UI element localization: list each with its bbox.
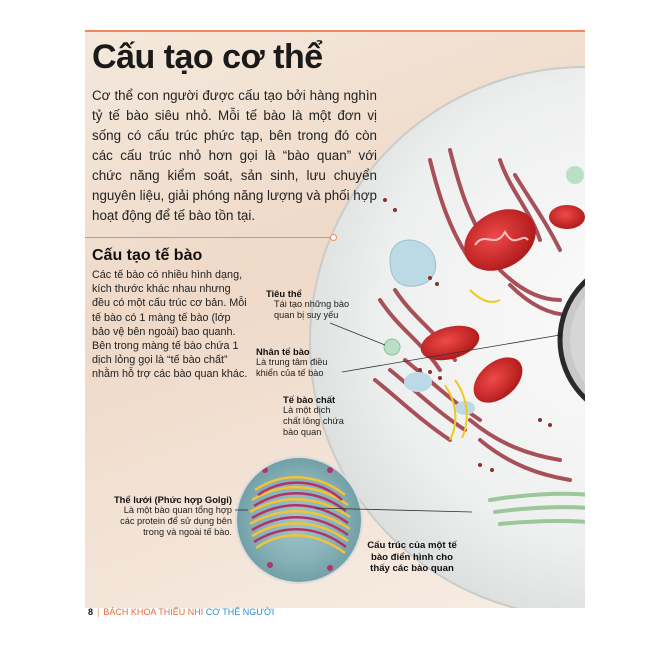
nucleus-title: Nhân tế bào bbox=[256, 346, 310, 357]
section-divider bbox=[85, 237, 333, 238]
golgi-label bbox=[92, 494, 232, 538]
golgi-title: Thể lưới (Phức hợp Golgi) bbox=[113, 494, 232, 505]
section-body: Các tế bào có nhiều hình dạng, kích thước khác nhau nhưng đều có một cấu trúc cơ bản. Mỗi tế bào có 1 màng tế bào (lớp bảo vệ bên ngoài) bao quanh. Bên trong màng tế bào chứa 1 dịch lỏng gọi là “tế bào chất” nhằm hỗ trợ các bào quan khác. bbox=[92, 269, 248, 381]
footer-separator: | bbox=[97, 607, 100, 617]
page-number: 8 bbox=[88, 607, 94, 617]
top-rule bbox=[85, 30, 585, 32]
nucleus-label bbox=[256, 346, 366, 379]
nucleus-desc-1: Là trung tâm điều bbox=[256, 357, 328, 367]
lysosome-label bbox=[266, 288, 376, 321]
lysosome-desc-2: quan bị suy yếu bbox=[274, 310, 339, 320]
footer-book-title: BÁCH KHOA THIẾU NHI bbox=[103, 607, 204, 617]
cytoplasm-desc-2: chất lỏng chứa bbox=[283, 416, 344, 426]
section-divider-dot bbox=[330, 234, 337, 241]
section-title: Cấu tạo tế bào bbox=[92, 247, 203, 264]
golgi-inset bbox=[236, 457, 362, 583]
cytoplasm-label bbox=[283, 394, 383, 438]
lysosome-desc-1: Tái tạo những bào bbox=[274, 299, 350, 309]
page-footer bbox=[88, 607, 274, 617]
cytoplasm-desc-1: Là một dịch bbox=[283, 405, 331, 415]
golgi-desc-1: Là một bào quan tổng hợp bbox=[123, 505, 232, 515]
golgi-desc-2: các protein để sử dụng bên bbox=[120, 516, 232, 526]
golgi-desc-3: trong và ngoài tế bào. bbox=[143, 527, 232, 537]
lysosome-title: Tiêu thể bbox=[266, 288, 302, 299]
figure-caption: Cấu trúc của một tế bào điển hình cho thấy các bào quan bbox=[367, 540, 457, 574]
cytoplasm-desc-3: bào quan bbox=[283, 427, 322, 437]
page-title: Cấu tạo cơ thể bbox=[92, 38, 323, 76]
cytoplasm-title: Tế bào chất bbox=[283, 394, 336, 405]
nucleus-desc-2: khiển của tế bào bbox=[256, 368, 324, 378]
footer-book-subtitle: CƠ THỂ NGƯỜI bbox=[205, 607, 275, 617]
intro-paragraph: Cơ thể con người được cấu tạo bởi hàng nghìn tỷ tế bào siêu nhỏ. Mỗi tế bào là một đơn vị sống có cấu trúc phức tạp, bên trong đó còn các cấu trúc nhỏ hơn gọi là “bào quan” với chức năng kiểm soát, sản sinh, lưu chuyển nguyên liệu, giải phóng năng lượng và phối hợp hoạt động để tế bào tồn tại. bbox=[92, 88, 377, 223]
